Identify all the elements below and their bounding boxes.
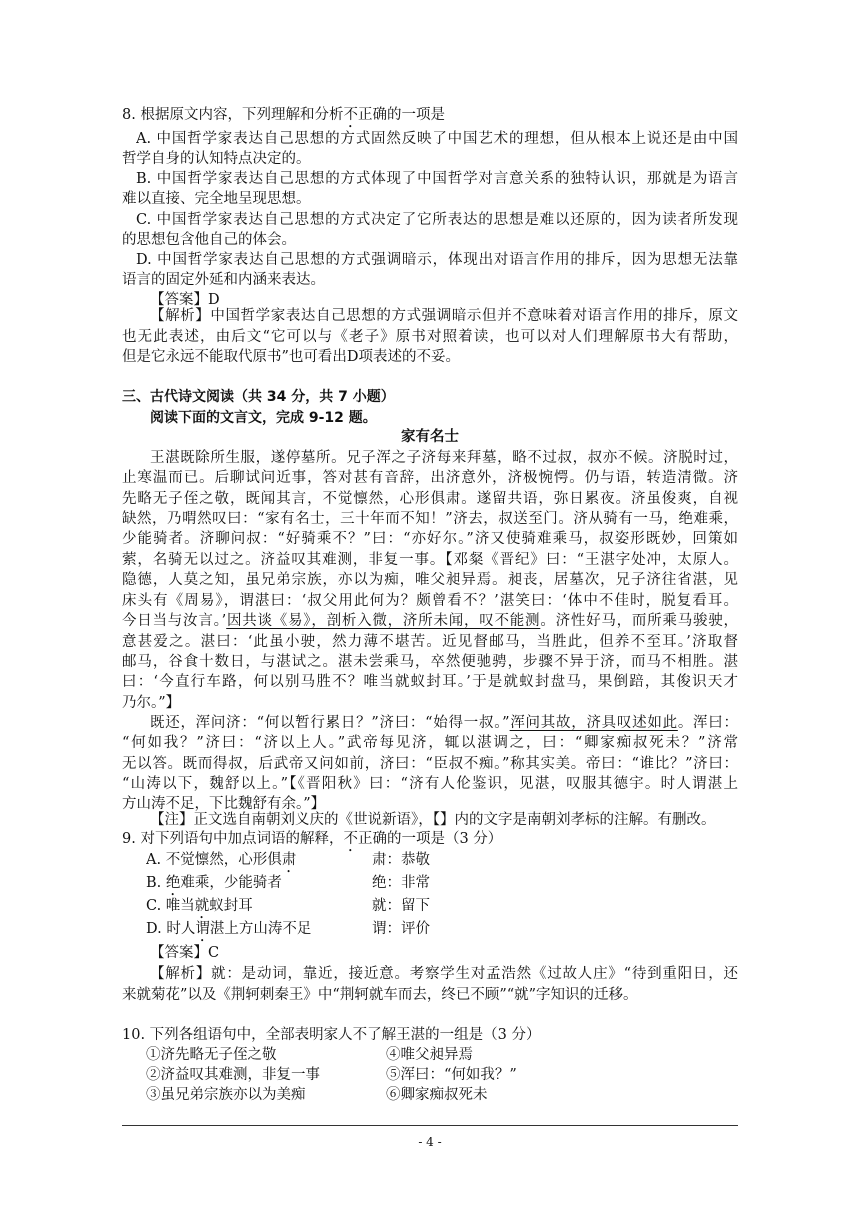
underlined-sentence-1: 因共谈《易》，剖析入微，济所未闻，叹不能测 [226, 613, 541, 629]
footer-divider [122, 1125, 738, 1126]
q9-option-a: A. 不觉懔然，心形俱肃 肃：恭敬 [146, 852, 430, 868]
q8-option-b-line2: 难以直接、完全地呈现思想。 [122, 191, 311, 207]
q10-option-4: ④唯父昶异焉 [386, 1047, 473, 1063]
q9-option-d: D. 时人谓湛上方山涛不足 谓：评价 [146, 921, 430, 937]
q10-option-2: ②济益叹其难测，非复一事 [146, 1067, 320, 1083]
passage-line-2: 止寒温而已。后聊试问近事，答对甚有音辞，出济意外，济极惋愕。仍与语，转造清微。济 [122, 470, 738, 486]
q10-options-row-1 [146, 1045, 738, 1065]
q9-answer: 【答案】C [150, 945, 220, 961]
passage-line-11: 邮马，谷食十数日，与湛试之。湛未尝乘马，卒然便驰骋，步骤不异于济，而马不相胜。湛 [122, 654, 738, 670]
q8-option-c-line2: 的思想包含他自己的体会。 [122, 232, 296, 248]
q9-stem: 9. 对下列语句中加点词语的解释，不正确的一项是（3 分） [122, 831, 503, 847]
passage-line-6: 萦，名骑无以过之。济益叹其难测，非复一事。【邓粲《晋纪》曰：“王湛字处冲，太原人。 [122, 552, 738, 568]
passage-line-10: 意甚爱之。湛曰：‘此虽小驶，然力薄不堪苦。近见督邮马，当胜此，但养不至耳。’济取督 [122, 634, 738, 650]
q10-options-row-2 [146, 1065, 738, 1085]
q8-option-a-line1: A. 中国哲学家表达自己思想的方式固然反映了中国艺术的理想，但从根本上说还是由中国 [136, 131, 738, 147]
q8-stem: 8. 根据原文内容，下列理解和分析不正确的一项是 [122, 107, 445, 123]
passage-line-14: 既还，浑问济：“何以暂行累日？”济曰：“始得一叔。”浑问其故，济具叹述如此。浑曰： [150, 715, 738, 731]
q9-explanation-line1: 【解析】就：是动词，靠近，接近意。考察学生对孟浩然《过故人庄》“待到重阳日，还 [150, 966, 738, 982]
q8-option-c-line1: C. 中国哲学家表达自己思想的方式决定了它所表达的思想是难以还原的，因为读者所发现 [136, 212, 738, 228]
passage-line-16: 无以答。既而得叔，后武帝又问如前，济曰：“臣叔不痴。”称其实美。帝曰：“谁比？”济曰： [122, 756, 738, 772]
q8-explanation-line1: 【解析】中国哲学家表达自己思想的方式强调暗示但并不意味着对语言作用的排斥，原文 [150, 308, 738, 324]
q9-option-c-gloss: 就：留下 [372, 898, 430, 914]
passage-line-5: 少能骑者。济聊问叔：“好骑乘不？”曰：“亦好尔。”济又使骑难乘马，叔姿形既妙，回策如 [122, 531, 738, 547]
q8-explanation-line3: 但是它永远不能取代原书”也可看出D项表述的不妥。 [122, 349, 461, 365]
q10-option-6: ⑥卿家痴叔死未 [386, 1087, 488, 1103]
page-number: - 4 - [418, 1135, 442, 1149]
passage-line-4: 缺然，乃喟然叹曰：“家有名士，三十年而不知！”济去，叔送至门。济从骑有一马，绝难乘， [122, 511, 738, 527]
section3-heading: 三、古代诗文阅读（共 34 分，共 7 小题） [122, 389, 395, 405]
q8-option-b-line1: B. 中国哲学家表达自己思想的方式体现了中国哲学对言意关系的独特认识，那就是为语言 [136, 171, 738, 187]
q9-option-a-gloss: 肃：恭敬 [372, 852, 430, 868]
passage-line-3: 先略无子侄之敬，既闻其言，不觉懔然，心形俱肃。遂留共语，弥日累夜。济虽俊爽，自视 [122, 491, 738, 507]
passage-title: 家有名士 [401, 429, 459, 445]
q10-stem: 10. 下列各组语句中，全部表明家人不了解王湛的一组是（3 分） [122, 1027, 541, 1043]
q9-explanation-line2: 来就菊花”以及《荆轲刺秦王》中“荆轲就车而去，终已不顾”“就”字知识的迁移。 [122, 987, 638, 1003]
passage-line-9: 今日当与汝言。’因共谈《易》，剖析入微，济所未闻，叹不能测。济性好马，而所乘马骏驶， [122, 613, 738, 629]
q10-option-5: ⑤浑曰：“何如我？” [386, 1067, 517, 1083]
passage-line-17: “山涛以下，魏舒以上。”【《晋阳秋》曰：“济有人伦鉴识，见湛，叹服其德宇。时人谓湛上 [122, 776, 738, 792]
passage-note: 【注】正文选自南朝刘义庆的《世说新语》，【】内的文字是南朝刘孝标的注解。有删改。 [150, 812, 716, 828]
q9-option-c: C. 唯当就蚁封耳 就：留下 [146, 898, 430, 914]
q8-option-d-line2: 语言的固定外延和内涵来表达。 [122, 272, 325, 288]
passage-line-12: 曰：‘今直行车路，何以别马胜不？唯当就蚁封耳。’于是就蚁封盘马，果倒踣，其俊识天才 [122, 674, 738, 690]
underlined-sentence-2: 浑问其故，济具叹述如此 [509, 715, 678, 731]
passage-line-15: “何如我？”济曰：“济以上人。”武帝每见济，辄以湛调之，曰：“卿家痴叔死未？”济常 [122, 735, 738, 751]
q8-answer: 【答案】D [150, 292, 220, 308]
q8-option-d-line1: D. 中国哲学家表达自己思想的方式强调暗示，体现出对语言作用的排斥，因为思想无法靠 [136, 252, 738, 268]
q8-explanation-line2: 也无此表述，由后文“它可以与《老子》原书对照着读，也可以对人们理解原书大有帮助， [122, 329, 738, 345]
passage-line-8: 床头有《周易》，谓湛曰：‘叔父用此何为？颇曾看不？’湛笑曰：‘体中不佳时，脱复看耳。 [122, 593, 738, 609]
q10-option-1: ①济先略无子侄之敬 [146, 1047, 277, 1063]
q9-option-b-gloss: 绝：非常 [372, 875, 430, 891]
passage-line-7: 隐德，人莫之知，虽兄弟宗族，亦以为痴，唯父昶异焉。昶丧，居墓次，兄子济往省湛，见 [122, 572, 738, 588]
q10-option-3: ③虽兄弟宗族亦以为美痴 [146, 1087, 306, 1103]
passage-line-13: 乃尔。”】 [122, 695, 181, 711]
q9-option-d-gloss: 谓：评价 [372, 921, 430, 937]
q9-option-b: B. 绝难乘，少能骑者 绝：非常 [146, 875, 430, 891]
q8-option-a-line2: 哲学自身的认知特点决定的。 [122, 151, 311, 167]
passage-line-18: 方山涛不足，下比魏舒有余。”】 [122, 796, 326, 812]
q10-options-row-3 [146, 1085, 738, 1105]
section3-instruction: 阅读下面的文言文，完成 9-12 题。 [150, 410, 377, 426]
passage-line-1: 王湛既除所生服，遂停墓所。兄子浑之子济每来拜墓，略不过叔，叔亦不候。济脱时过， [150, 450, 738, 466]
